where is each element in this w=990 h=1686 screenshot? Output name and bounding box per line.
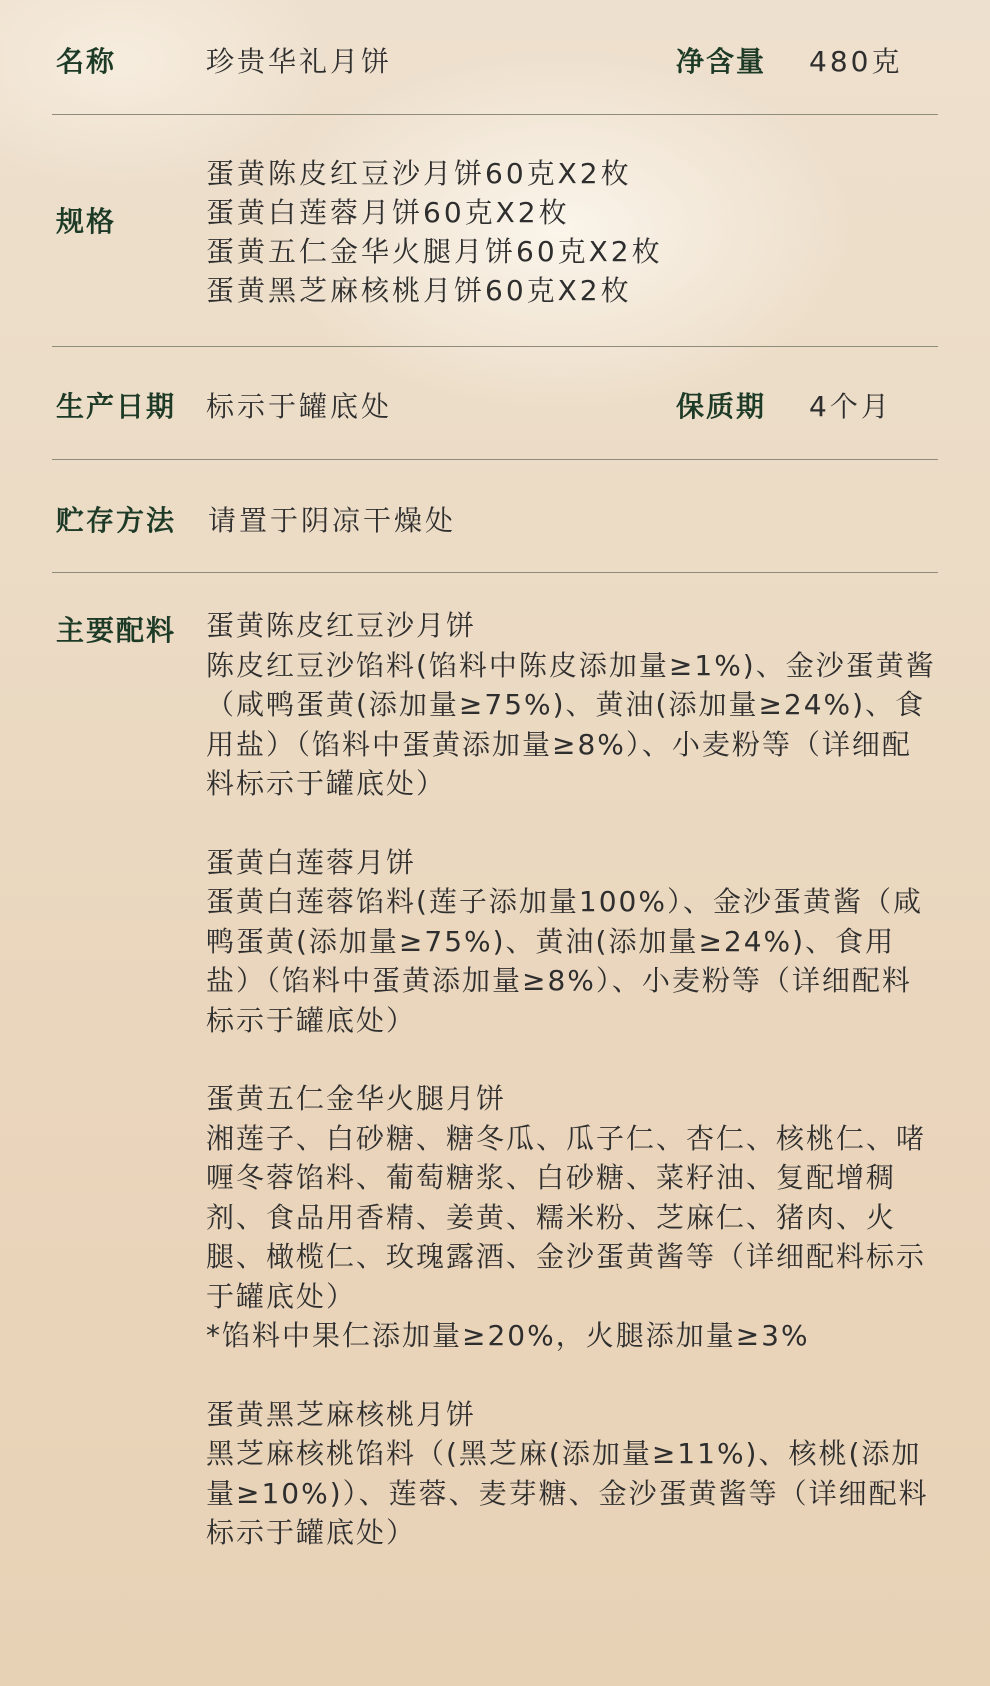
name-value: 珍贵华礼月饼 [206,45,393,78]
ingredient-title: 蛋黄黑芝麻核桃月饼 [206,1397,477,1431]
ingredient-block [206,606,938,804]
storage-value: 请置于阴凉干燥处 [208,504,457,537]
divider [52,114,938,115]
spec-item: 蛋黄五仁金华火腿月饼60克X2枚 [206,235,663,268]
spec-row [52,154,938,314]
name-label: 名称 [56,45,117,78]
storage-label: 贮存方法 [56,504,177,537]
ingredient-title: 蛋黄白莲蓉月饼 [206,845,417,879]
ingredient-block [206,1079,938,1356]
shelf-life-value: 4个月 [809,390,892,423]
divider [52,459,938,460]
production-date-label: 生产日期 [56,390,177,423]
net-content-value: 480克 [809,45,903,78]
spec-item: 蛋黄陈皮红豆沙月饼60克X2枚 [206,157,632,190]
ingredient-text: 湘莲子、白砂糖、糖冬瓜、瓜子仁、杏仁、核桃仁、啫喱冬蓉馅料、葡萄糖浆、白砂糖、菜籽油、复配增稠剂、食品用香精、姜黄、糯米粉、芝麻仁、猪肉、火腿、橄榄仁、玫瑰露酒、金沙蛋黄酱等（详细配料标示于罐底处） [206,1121,927,1313]
ingredients-list [206,606,938,1592]
ingredient-title: 蛋黄五仁金华火腿月饼 [206,1082,507,1115]
divider [52,572,938,573]
ingredient-text: 蛋黄白莲蓉馅料(莲子添加量100%）、金沙蛋黄酱（咸鸭蛋黄(添加量≥75%)、黄油(添加量≥24%)、食用盐）（馅料中蛋黄添加量≥8%）、小麦粉等（详细配料标示于罐底处） [206,885,923,1037]
spec-item: 蛋黄黑芝麻核桃月饼60克X2枚 [206,274,632,307]
divider [52,346,938,347]
ingredient-text: 陈皮红豆沙馅料(馅料中陈皮添加量≥1%)、金沙蛋黄酱（咸鸭蛋黄(添加量≥75%)、黄油(添加量≥24%)、食用盐）（馅料中蛋黄添加量≥8%）、小麦粉等（详细配料标示于罐底处） [206,648,936,800]
spec-list [206,154,663,310]
ingredient-note: *馅料中果仁添加量≥20%，火腿添加量≥3% [206,1319,810,1352]
storage-row [52,499,938,539]
date-row [52,385,938,425]
ingredient-text: 黑芝麻核桃馅料（(黑芝麻(添加量≥11%)、核桃(添加量≥10%)）、莲蓉、麦芽糖、金沙蛋黄酱等（详细配料标示于罐底处） [206,1437,929,1549]
net-content-label: 净含量 [676,45,767,78]
ingredient-block [206,843,938,1041]
production-date-value: 标示于罐底处 [206,390,393,423]
spec-item: 蛋黄白莲蓉月饼60克X2枚 [206,196,570,229]
spec-label: 规格 [56,205,117,238]
ingredient-title: 蛋黄陈皮红豆沙月饼 [206,609,477,642]
ingredients-label: 主要配料 [56,614,177,647]
name-row [52,40,938,80]
ingredient-block [206,1395,938,1553]
shelf-life-label: 保质期 [676,390,767,423]
